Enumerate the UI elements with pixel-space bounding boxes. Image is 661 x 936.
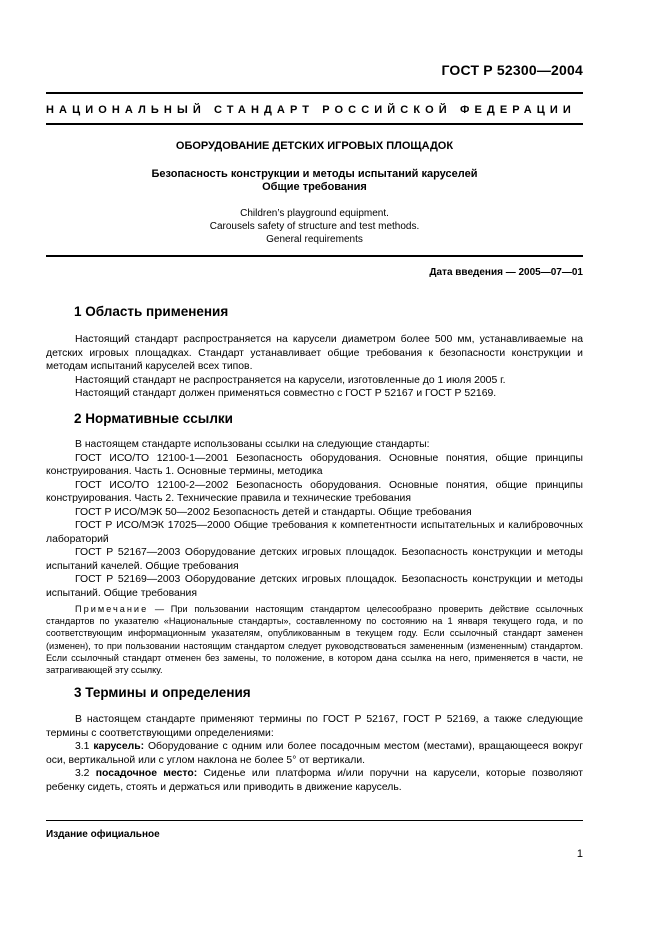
top-rule [46,92,583,94]
term-definition [46,767,583,794]
national-standard-heading: НАЦИОНАЛЬНЫЙ СТАНДАРТ РОССИЙСКОЙ ФЕДЕРАЦИИ [46,104,576,116]
note-paragraph [46,603,583,676]
document-title: ОБОРУДОВАНИЕ ДЕТСКИХ ИГРОВЫХ ПЛОЩАДОК [175,140,454,152]
page-number: 1 [576,848,583,860]
section-1-paragraph: Настоящий стандарт не распространяется на карусели, изготовленные до 1 июля 2005 г. [75,374,506,386]
section-1-heading: 1 Область применения [74,304,229,319]
term-number: 3.2 [75,768,96,779]
note-text: — При пользовании настоящим стандартом целесообразно проверить действие ссылочных стандартов по указателю «Национальные стандарты», составленному по состоянию на 1 января текущего года, и по соответствующим информационным указателям, опубликованным в текущем году. Если ссылочный стандарт заменен (изменен), то при пользовании настоящим стандартом следует руководствоваться замененным (измененным) стандартом. Если ссылочный стандарт отменен без замены, то положение, в котором дана ссылка на него, применяется в части, не затрагивающей эту ссылку. [46,604,583,676]
normative-reference: ГОСТ ИСО/ТО 12100-1—2001 Безопасность оборудования. Основные понятия, общие принципы конструирования. Часть 1. Основные термины, методика [46,452,583,477]
english-title [46,207,583,246]
gost-number: ГОСТ Р 52300—2004 [441,62,583,78]
title-rule [46,255,583,257]
term-number: 3.1 [75,741,94,752]
footer-rule [46,820,583,821]
english-title-line-2: Carousels safety of structure and test methods. [209,221,420,232]
normative-reference: ГОСТ Р ИСО/МЭК 50—2002 Безопасность детей и стандарты. Общие требования [75,506,472,518]
term-text: Оборудование с одним или более посадочным местом (местами), вращающееся вокруг оси, вертикальной или с углом наклона не более 5° от вертикали. [46,741,583,766]
edition-label: Издание официальное [46,829,160,840]
normative-reference: ГОСТ Р 52169—2003 Оборудование детских игровых площадок. Безопасность конструкции и методы испытаний. Общие требования [46,574,583,599]
normative-reference: ГОСТ Р 52167—2003 Оборудование детских игровых площадок. Безопасность конструкции и методы испытаний качелей. Общие требования [46,547,583,572]
effective-date: Дата введения — 2005—07—01 [429,267,583,278]
section-2-heading: 2 Нормативные ссылки [74,411,233,426]
section-2-intro: В настоящем стандарте использованы ссылки на следующие стандарты: [75,439,430,450]
subtitle-line-1: Безопасность конструкции и методы испытаний каруселей [151,168,478,180]
term-name: посадочное место: [95,768,198,779]
section-2-body [46,438,583,600]
document-subtitle [46,168,583,194]
section-1-body [46,333,583,401]
header-rule [46,123,583,125]
section-3-intro: В настоящем стандарте применяют термины по ГОСТ Р 52167, ГОСТ Р 52169, а также следующие термины с соответствующими определениями: [46,714,583,739]
section-3-heading: 3 Термины и определения [74,685,251,700]
section-3-body [46,713,583,794]
english-title-line-1: Children’s playground equipment. [240,208,389,219]
term-definition [46,740,583,767]
section-1-paragraph: Настоящий стандарт распространяется на карусели диаметром более 500 мм, устанавливаемые на детских игровых площадках. Стандарт устанавливает общие требования к безопасности конструкции и методам испытаний каруселей всех типов. [46,334,583,372]
section-1-paragraph: Настоящий стандарт должен применяться совместно с ГОСТ Р 52167 и ГОСТ Р 52169. [75,388,497,399]
normative-reference: ГОСТ Р ИСО/МЭК 17025—2000 Общие требования к компетентности испытательных и калибровочных лабораторий [46,520,583,545]
term-text: Сиденье или платформа и/или поручни на карусели, которые позволяют ребенку сидеть, стоять и держаться или приводить в движение карусель. [46,768,583,793]
english-title-line-3: General requirements [266,234,363,245]
normative-reference: ГОСТ ИСО/ТО 12100-2—2002 Безопасность оборудования. Основные понятия, общие принципы конструирования. Часть 2. Технические правила и технические требования [46,479,583,504]
subtitle-line-2: Общие требования [262,181,367,193]
note-label: Примечание [75,604,149,614]
term-name: карусель: [93,741,145,752]
note-block [46,603,583,676]
